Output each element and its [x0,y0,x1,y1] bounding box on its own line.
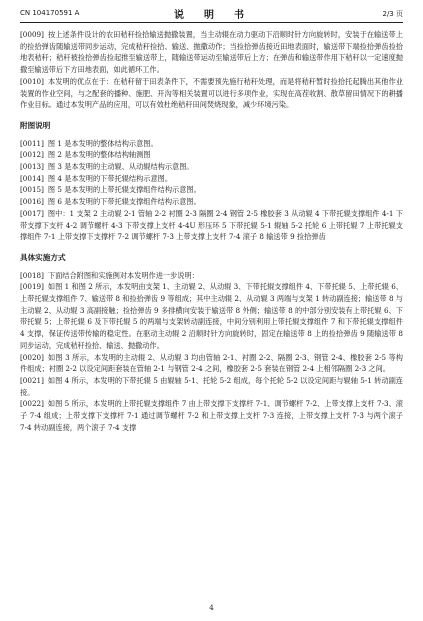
paragraph-0019 [20,281,403,351]
paragraph-number: [0022] [20,399,44,409]
paragraph-number: [0016] [20,197,44,207]
section-heading-figures: 附图说明 [20,120,51,130]
page-number: 4 [209,604,214,612]
paragraph-number: [0018] [20,270,44,280]
paragraph-text: 按上述条件设计的农田秸秆捡拾输送抛撒装置，当主动辊在动力驱动下沿顺时针方向旋转时，安装于在输送带上的捡拾弹齿随输送带同步运动，完成秸秆捡拾、输送、抛撒动作；当捡拾弹齿接近田地表面时，输送带下端捡拾弹齿捡拾地表秸秆；秸秆被捡拾弹齿捡起推至输送带上，随输送带运动至输送带后上方；在弹齿和输送带作用下秸秆以一定速度抛撒至输送带后下方田地表面，如此循环工作。 [20,30,403,75]
paragraph-number: [0011] [20,138,44,148]
paragraph-text: 如图 3 所示，本发明的主动辊 2、从动辊 3 均由管轴 2-1、衬圈 2-2、隔圈 2-3、钢管 2-4、橡胶套 2-5 等构件组成；衬圈 2-2 以设定间距套装在管轴 2-1 与钢管 2-4 之间，橡胶套 2-5 套装在钢管 2-4 上相邻隔圈 2-3 之间。 [20,352,403,374]
section-heading-embodiment: 具体实施方式 [20,252,66,262]
paragraph-number: [0010] [20,76,44,86]
header-divider [20,22,403,23]
paragraph-text: 本发明的优点在于：在秸秆留于田表条件下，不需要预先施行秸秆处理，而是将秸秆暂时捡拾托起腾出其他作业装置的作业空间，与之配套的播种、施肥、开沟等相关装置可以进行多项作业，实现在高茬收割、散草留田情况下的耕播作业目标。通过本发明产品的应用，可以有效杜绝秸秆田间焚烧现象，减少环境污染。 [20,76,403,110]
page-indicator: 2/3 页 [382,10,403,18]
paragraph-text: 图 2 是本发明的整体结构轴测图 [47,150,151,160]
paragraph-0017 [20,208,403,243]
paragraph-text: 图 5 是本发明的上带托辊支撑组件结构示意图。 [47,185,201,195]
document-body [20,29,403,434]
publication-number: CN 104170591 A [20,9,80,17]
paragraph-0009 [20,29,403,76]
paragraph-number: [0020] [20,352,44,362]
paragraph-0021 [20,375,403,398]
paragraph-0022 [20,398,403,433]
paragraph-text: 图 1 是本发明的整体结构示意图。 [47,138,158,148]
paragraph-text: 如图 4 所示，本发明的下带托辊 5 由辊轴 5-1、托轮 5-2 组成，每个托轮 5-2 以设定间距与辊轴 5-1 转动副连接。 [20,375,403,397]
document-title: 说 明 书 [174,10,249,21]
paragraph-text: 图中：1 支架 2 主动辊 2-1 管轴 2-2 衬圈 2-3 隔圈 2-4 钢管 2-5 橡胶套 3 从动辊 4 下带托辊支撑组件 4-1 下带支撑下支杆 4-2 调节螺杆 4-3 下带支撑上支杆 4-4U 形压环 5 下带托辊 5-1 辊轴 5-2 托轮 6 上带托辊 7 上带托辊支撑组件 7-1 上带支撑下支撑杆 7-2 调节螺杆 7-3 上带支撑上支杆 7-4 滚子 8 输送带 9 捡拾弹齿 [20,208,403,242]
paragraph-text: 如图 5 所示，本发明的上带托辊支撑组件 7 由上带支撑下支撑杆 7-1、调节螺杆 7-2、上带支撑上支杆 7-3、滚子 7-4 组成；上带支撑下支撑杆 7-1 通过调节螺杆 7-2 和上带支撑上支杆 7-3 连接，上带支撑上支杆 7-3 与两个滚子 7-4 转动副连接，两个滚子 7-4 支撑 [20,399,403,432]
paragraph-0011 [20,138,403,150]
paragraph-text: 图 3 是本发明的主动辊、从动辊结构示意图。 [47,162,194,172]
paragraph-0018 [20,270,403,282]
paragraph-number: [0012] [20,150,44,160]
paragraph-text: 图 6 是本发明的下带托辊支撑组件结构示意图。 [47,197,201,207]
paragraph-0010 [20,76,403,111]
paragraph-text: 图 4 是本发明的下带托辊结构示意图。 [47,173,173,183]
paragraph-0013 [20,161,403,173]
paragraph-number: [0009] [20,30,44,39]
paragraph-number: [0015] [20,185,44,195]
paragraph-number: [0021] [20,375,44,385]
paragraph-number: [0017] [20,208,44,218]
paragraph-text: 如图 1 和图 2 所示，本发明由支架 1、主动辊 2、从动辊 3、下带托辊支撑组件 4、下带托辊 5、上带托辊 6、上带托辊支撑组件 7、输送带 8 和捡拾弹齿 9 等组成；其中主动辊 2、从动辊 3 两端与支架 1 转动副连接；输送带 8 与主动辊 2、从动辊 3 高副接触；捡拾弹齿 9 多排横向安装于输送带 8 外侧；输送带 8 的中部分别安装有上带托辊 6、下带托辊 5；上带托辊 6 及下带托辊 5 的两端与支架转动副连接，中间分别利用上带托辊支撑组件 7 和下带托辊支撑组件 4 支撑，保证传送带传输的稳定性。在驱动主动辊 2 沿顺时针方向旋转时，固定在输送带 8 上的捡拾弹齿 9 随输送带 8 同步运动，完成秸秆捡拾、输送、抛撒动作。 [20,282,403,350]
paragraph-number: [0019] [20,282,44,292]
paragraph-0012 [20,149,403,161]
paragraph-0015 [20,184,403,196]
paragraph-0020 [20,352,403,375]
paragraph-number: [0014] [20,173,44,183]
paragraph-0016 [20,196,403,208]
paragraph-number: [0013] [20,162,44,172]
paragraph-0014 [20,173,403,185]
paragraph-text: 下面结合附图和实施例对本发明作进一步说明： [47,270,199,280]
page-header [20,6,403,22]
